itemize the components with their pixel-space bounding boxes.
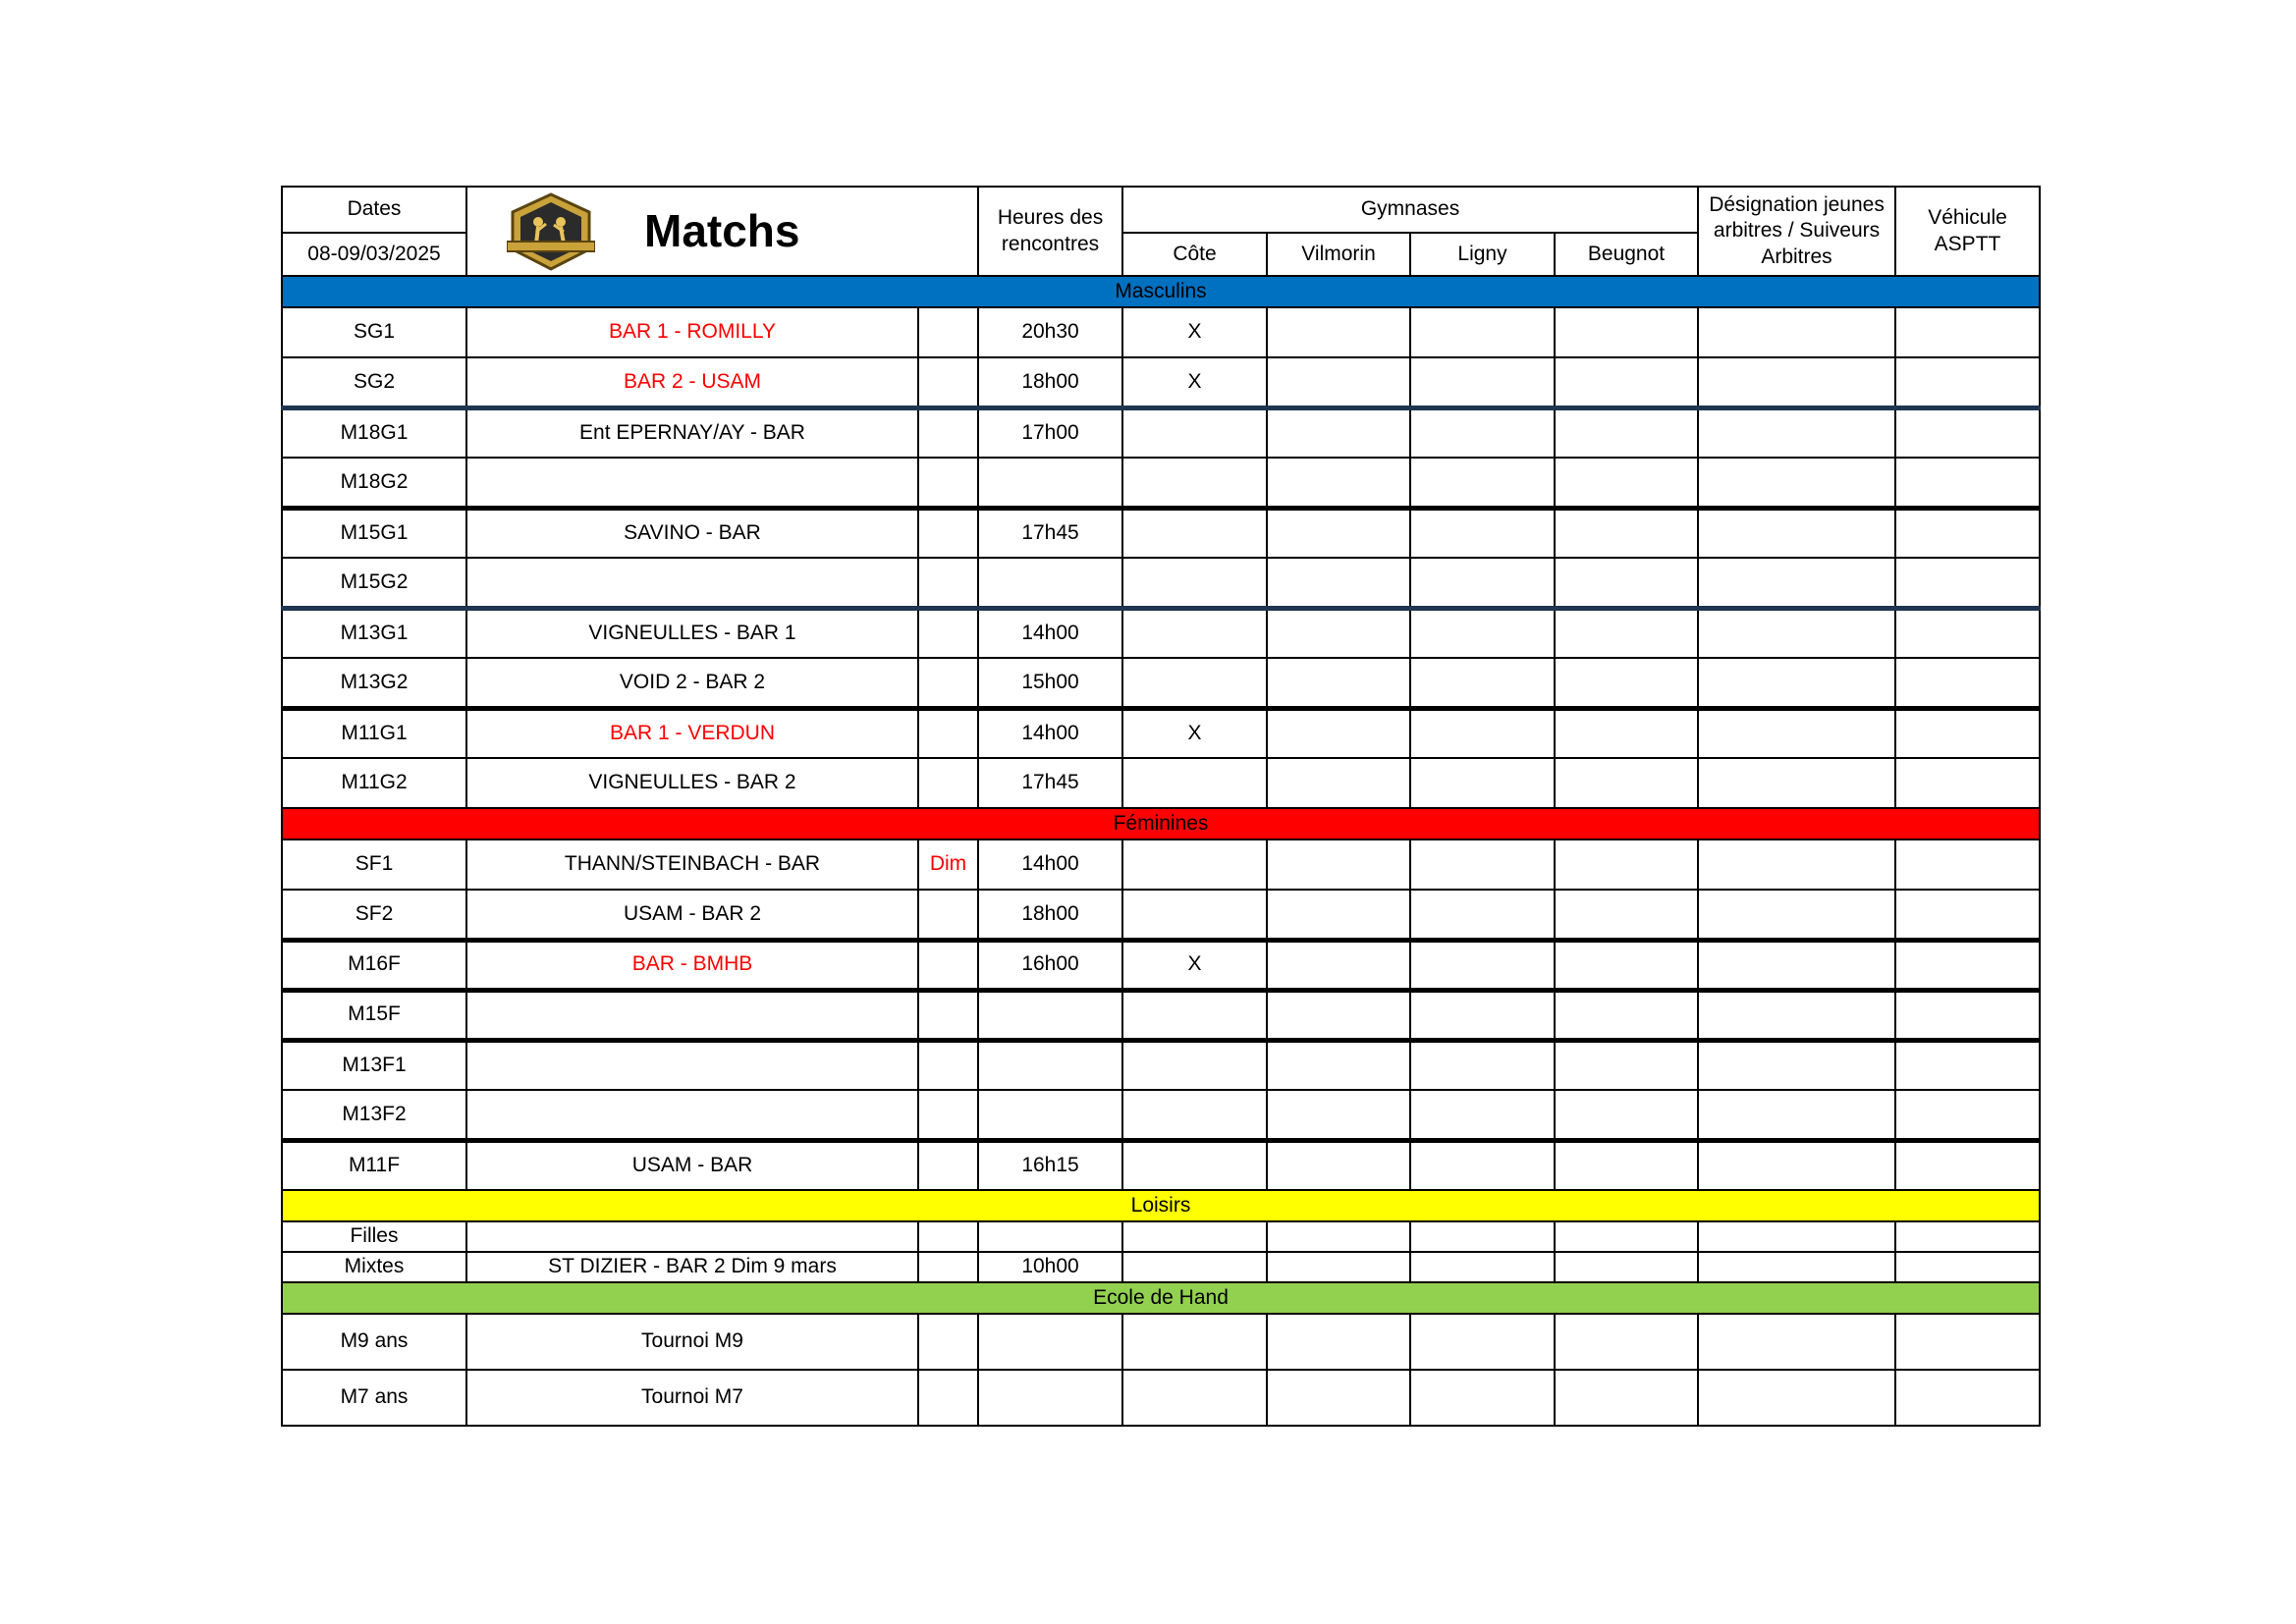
team-cell: M11G2 [282, 758, 466, 808]
gym-ligny-cell [1410, 357, 1555, 407]
team-cell: SG1 [282, 307, 466, 357]
gym-cote-cell: X [1122, 307, 1267, 357]
team-cell: M7 ans [282, 1370, 466, 1426]
section-title-ecole: Ecole de Hand [282, 1282, 2040, 1314]
vehicule-cell [1895, 1090, 2040, 1140]
dates-label: Dates [282, 187, 466, 233]
gym-beugnot-cell [1555, 940, 1698, 990]
vehicule-cell [1895, 357, 2040, 407]
vehicule-header: Véhicule ASPTT [1895, 187, 2040, 276]
gym-beugnot-cell [1555, 1252, 1698, 1282]
designation-cell [1698, 1040, 1895, 1090]
gym-beugnot-cell [1555, 839, 1698, 890]
match-cell: ST DIZIER - BAR 2 Dim 9 mars [466, 1252, 918, 1282]
gym-beugnot-cell [1555, 458, 1698, 508]
team-cell: M15G1 [282, 508, 466, 558]
match-cell: Tournoi M7 [466, 1370, 918, 1426]
team-cell: M18G1 [282, 407, 466, 458]
designation-cell [1698, 708, 1895, 758]
team-cell: M15G2 [282, 558, 466, 608]
designation-header: Désignation jeunes arbitres / Suiveurs Arbitres [1698, 187, 1895, 276]
vehicule-cell [1895, 458, 2040, 508]
gym-ligny-cell [1410, 608, 1555, 658]
match-cell: BAR 1 - ROMILLY [466, 307, 918, 357]
heure-cell: 14h00 [978, 708, 1122, 758]
gym-cote-cell [1122, 658, 1267, 708]
heure-cell: 18h00 [978, 357, 1122, 407]
gym-vilmorin-cell [1267, 890, 1410, 940]
gym-cote-cell [1122, 608, 1267, 658]
gym-ligny-cell [1410, 839, 1555, 890]
vehicule-cell [1895, 1314, 2040, 1370]
designation-cell [1698, 508, 1895, 558]
day-cell [918, 1040, 978, 1090]
vehicule-cell [1895, 890, 2040, 940]
day-cell [918, 608, 978, 658]
day-cell [918, 890, 978, 940]
table-row [282, 758, 2040, 808]
day-cell [918, 658, 978, 708]
match-schedule-sheet [281, 186, 2039, 1427]
gym-vilmorin-cell [1267, 307, 1410, 357]
day-cell [918, 357, 978, 407]
heures-header: Heures des rencontres [978, 187, 1122, 276]
table-row [282, 990, 2040, 1040]
day-cell [918, 1221, 978, 1252]
gym-ligny-cell [1410, 407, 1555, 458]
designation-cell [1698, 458, 1895, 508]
gym-ligny-cell [1410, 890, 1555, 940]
team-cell: M16F [282, 940, 466, 990]
heure-cell [978, 558, 1122, 608]
section-band-masculins [282, 276, 2040, 307]
gym-vilmorin-cell [1267, 1221, 1410, 1252]
table-row [282, 1370, 2040, 1426]
gym-ligny-cell [1410, 458, 1555, 508]
designation-cell [1698, 307, 1895, 357]
designation-cell [1698, 658, 1895, 708]
team-cell: M13G1 [282, 608, 466, 658]
day-cell [918, 990, 978, 1040]
day-cell: Dim [918, 839, 978, 890]
vehicule-cell [1895, 1370, 2040, 1426]
gym-ligny-cell [1410, 1314, 1555, 1370]
handball-club-crest-icon [507, 192, 595, 271]
table-row [282, 708, 2040, 758]
heure-cell: 20h30 [978, 307, 1122, 357]
gym-cote-cell [1122, 1370, 1267, 1426]
designation-cell [1698, 1221, 1895, 1252]
gym-beugnot-cell [1555, 708, 1698, 758]
gym-cote-cell [1122, 1314, 1267, 1370]
gym-beugnot-cell [1555, 407, 1698, 458]
match-cell: SAVINO - BAR [466, 508, 918, 558]
day-cell [918, 708, 978, 758]
table-row [282, 1140, 2040, 1190]
gym-vilmorin-cell [1267, 458, 1410, 508]
designation-cell [1698, 990, 1895, 1040]
gym-cote-cell [1122, 1221, 1267, 1252]
table-row [282, 1252, 2040, 1282]
heure-cell [978, 458, 1122, 508]
gym-vilmorin-cell [1267, 1252, 1410, 1282]
match-schedule-table [281, 186, 2041, 1427]
vehicule-cell [1895, 758, 2040, 808]
team-cell: SF2 [282, 890, 466, 940]
gym-beugnot-cell [1555, 307, 1698, 357]
gym-beugnot-cell [1555, 1040, 1698, 1090]
gym-vilmorin-header: Vilmorin [1267, 233, 1410, 276]
gym-ligny-cell [1410, 658, 1555, 708]
heure-cell: 16h15 [978, 1140, 1122, 1190]
designation-cell [1698, 758, 1895, 808]
gym-beugnot-cell [1555, 608, 1698, 658]
match-cell: VOID 2 - BAR 2 [466, 658, 918, 708]
day-cell [918, 307, 978, 357]
table-row [282, 1090, 2040, 1140]
vehicule-cell [1895, 1252, 2040, 1282]
gym-ligny-cell [1410, 1370, 1555, 1426]
gym-beugnot-cell [1555, 890, 1698, 940]
gym-beugnot-cell [1555, 990, 1698, 1040]
heure-cell: 15h00 [978, 658, 1122, 708]
vehicule-cell [1895, 608, 2040, 658]
gym-cote-cell [1122, 839, 1267, 890]
vehicule-cell [1895, 1140, 2040, 1190]
day-cell [918, 758, 978, 808]
heure-cell [978, 1370, 1122, 1426]
heure-cell [978, 1221, 1122, 1252]
table-row [282, 890, 2040, 940]
gym-beugnot-cell [1555, 1221, 1698, 1252]
match-cell: USAM - BAR 2 [466, 890, 918, 940]
designation-cell [1698, 940, 1895, 990]
gym-beugnot-cell [1555, 508, 1698, 558]
match-cell: VIGNEULLES - BAR 2 [466, 758, 918, 808]
day-cell [918, 1370, 978, 1426]
gym-cote-cell [1122, 1090, 1267, 1140]
gym-cote-cell [1122, 407, 1267, 458]
table-row [282, 940, 2040, 990]
gym-vilmorin-cell [1267, 758, 1410, 808]
team-cell: M13F1 [282, 1040, 466, 1090]
vehicule-cell [1895, 940, 2040, 990]
gym-cote-cell [1122, 458, 1267, 508]
match-cell: Tournoi M9 [466, 1314, 918, 1370]
table-row [282, 1221, 2040, 1252]
gym-ligny-cell [1410, 307, 1555, 357]
gym-cote-cell [1122, 1140, 1267, 1190]
gym-cote-cell: X [1122, 940, 1267, 990]
gym-cote-cell [1122, 990, 1267, 1040]
gym-beugnot-cell [1555, 1090, 1698, 1140]
gym-ligny-cell [1410, 940, 1555, 990]
gym-vilmorin-cell [1267, 1370, 1410, 1426]
gym-ligny-cell [1410, 1140, 1555, 1190]
gym-beugnot-cell [1555, 1140, 1698, 1190]
designation-cell [1698, 1140, 1895, 1190]
gym-ligny-cell [1410, 758, 1555, 808]
heure-cell [978, 990, 1122, 1040]
gym-beugnot-cell [1555, 1314, 1698, 1370]
gym-ligny-cell [1410, 508, 1555, 558]
gym-vilmorin-cell [1267, 608, 1410, 658]
designation-cell [1698, 1370, 1895, 1426]
gym-cote-cell [1122, 508, 1267, 558]
gym-beugnot-cell [1555, 357, 1698, 407]
gym-vilmorin-cell [1267, 839, 1410, 890]
table-row [282, 608, 2040, 658]
match-cell: BAR - BMHB [466, 940, 918, 990]
gym-ligny-cell [1410, 558, 1555, 608]
page-title: Matchs [644, 204, 800, 256]
date-value: 08-09/03/2025 [282, 233, 466, 276]
gym-ligny-header: Ligny [1410, 233, 1555, 276]
title-cell [466, 187, 978, 276]
gym-ligny-cell [1410, 1252, 1555, 1282]
team-cell: Mixtes [282, 1252, 466, 1282]
gym-vilmorin-cell [1267, 1140, 1410, 1190]
match-cell [466, 990, 918, 1040]
heure-cell: 17h45 [978, 758, 1122, 808]
table-row [282, 458, 2040, 508]
table-row [282, 558, 2040, 608]
match-cell [466, 558, 918, 608]
heure-cell [978, 1090, 1122, 1140]
gym-cote-header: Côte [1122, 233, 1267, 276]
gym-beugnot-cell [1555, 758, 1698, 808]
team-cell: M18G2 [282, 458, 466, 508]
designation-cell [1698, 1252, 1895, 1282]
gym-vilmorin-cell [1267, 658, 1410, 708]
heure-cell: 14h00 [978, 608, 1122, 658]
heure-cell: 17h00 [978, 407, 1122, 458]
gym-beugnot-cell [1555, 658, 1698, 708]
gym-vilmorin-cell [1267, 708, 1410, 758]
designation-cell [1698, 357, 1895, 407]
day-cell [918, 940, 978, 990]
gym-ligny-cell [1410, 1221, 1555, 1252]
match-cell [466, 1040, 918, 1090]
gym-vilmorin-cell [1267, 1090, 1410, 1140]
section-band-ecole [282, 1282, 2040, 1314]
match-cell: BAR 1 - VERDUN [466, 708, 918, 758]
team-cell: M11G1 [282, 708, 466, 758]
heure-cell: 18h00 [978, 890, 1122, 940]
table-row [282, 839, 2040, 890]
day-cell [918, 508, 978, 558]
vehicule-cell [1895, 508, 2040, 558]
gym-vilmorin-cell [1267, 407, 1410, 458]
vehicule-cell [1895, 307, 2040, 357]
gym-cote-cell [1122, 890, 1267, 940]
gym-vilmorin-cell [1267, 990, 1410, 1040]
designation-cell [1698, 890, 1895, 940]
table-row [282, 658, 2040, 708]
day-cell [918, 458, 978, 508]
gym-vilmorin-cell [1267, 1040, 1410, 1090]
gym-beugnot-cell [1555, 558, 1698, 608]
gym-cote-cell: X [1122, 708, 1267, 758]
gym-ligny-cell [1410, 708, 1555, 758]
designation-cell [1698, 1090, 1895, 1140]
heure-cell [978, 1314, 1122, 1370]
designation-cell [1698, 1314, 1895, 1370]
gym-ligny-cell [1410, 1040, 1555, 1090]
heure-cell: 17h45 [978, 508, 1122, 558]
team-cell: Filles [282, 1221, 466, 1252]
match-cell [466, 458, 918, 508]
section-title-loisirs: Loisirs [282, 1190, 2040, 1221]
vehicule-cell [1895, 1221, 2040, 1252]
day-cell [918, 1314, 978, 1370]
table-row [282, 508, 2040, 558]
heure-cell: 16h00 [978, 940, 1122, 990]
vehicule-cell [1895, 407, 2040, 458]
team-cell: SF1 [282, 839, 466, 890]
vehicule-cell [1895, 708, 2040, 758]
day-cell [918, 1090, 978, 1140]
match-cell [466, 1090, 918, 1140]
day-cell [918, 407, 978, 458]
team-cell: M15F [282, 990, 466, 1040]
table-row [282, 1314, 2040, 1370]
heure-cell: 14h00 [978, 839, 1122, 890]
day-cell [918, 1140, 978, 1190]
designation-cell [1698, 839, 1895, 890]
table-row [282, 307, 2040, 357]
gym-beugnot-header: Beugnot [1555, 233, 1698, 276]
team-cell: M13G2 [282, 658, 466, 708]
vehicule-cell [1895, 558, 2040, 608]
vehicule-cell [1895, 990, 2040, 1040]
team-cell: M11F [282, 1140, 466, 1190]
heure-cell: 10h00 [978, 1252, 1122, 1282]
vehicule-cell [1895, 1040, 2040, 1090]
gym-vilmorin-cell [1267, 1314, 1410, 1370]
gym-vilmorin-cell [1267, 357, 1410, 407]
gym-ligny-cell [1410, 990, 1555, 1040]
heure-cell [978, 1040, 1122, 1090]
gym-beugnot-cell [1555, 1370, 1698, 1426]
table-row [282, 357, 2040, 407]
vehicule-cell [1895, 839, 2040, 890]
day-cell [918, 1252, 978, 1282]
designation-cell [1698, 558, 1895, 608]
team-cell: SG2 [282, 357, 466, 407]
gym-vilmorin-cell [1267, 558, 1410, 608]
match-cell: VIGNEULLES - BAR 1 [466, 608, 918, 658]
vehicule-cell [1895, 658, 2040, 708]
match-cell: BAR 2 - USAM [466, 357, 918, 407]
section-band-loisirs [282, 1190, 2040, 1221]
team-cell: M9 ans [282, 1314, 466, 1370]
match-cell: USAM - BAR [466, 1140, 918, 1190]
section-band-feminines [282, 808, 2040, 839]
match-cell [466, 1221, 918, 1252]
designation-cell [1698, 407, 1895, 458]
section-title-masculins: Masculins [282, 276, 2040, 307]
gym-cote-cell [1122, 558, 1267, 608]
gym-ligny-cell [1410, 1090, 1555, 1140]
match-cell: Ent EPERNAY/AY - BAR [466, 407, 918, 458]
table-row [282, 407, 2040, 458]
gym-cote-cell [1122, 758, 1267, 808]
day-cell [918, 558, 978, 608]
table-row [282, 1040, 2040, 1090]
gym-vilmorin-cell [1267, 940, 1410, 990]
gymnases-header: Gymnases [1122, 187, 1698, 233]
gym-cote-cell [1122, 1252, 1267, 1282]
designation-cell [1698, 608, 1895, 658]
gym-vilmorin-cell [1267, 508, 1410, 558]
match-cell: THANN/STEINBACH - BAR [466, 839, 918, 890]
gym-cote-cell: X [1122, 357, 1267, 407]
team-cell: M13F2 [282, 1090, 466, 1140]
section-title-feminines: Féminines [282, 808, 2040, 839]
gym-cote-cell [1122, 1040, 1267, 1090]
